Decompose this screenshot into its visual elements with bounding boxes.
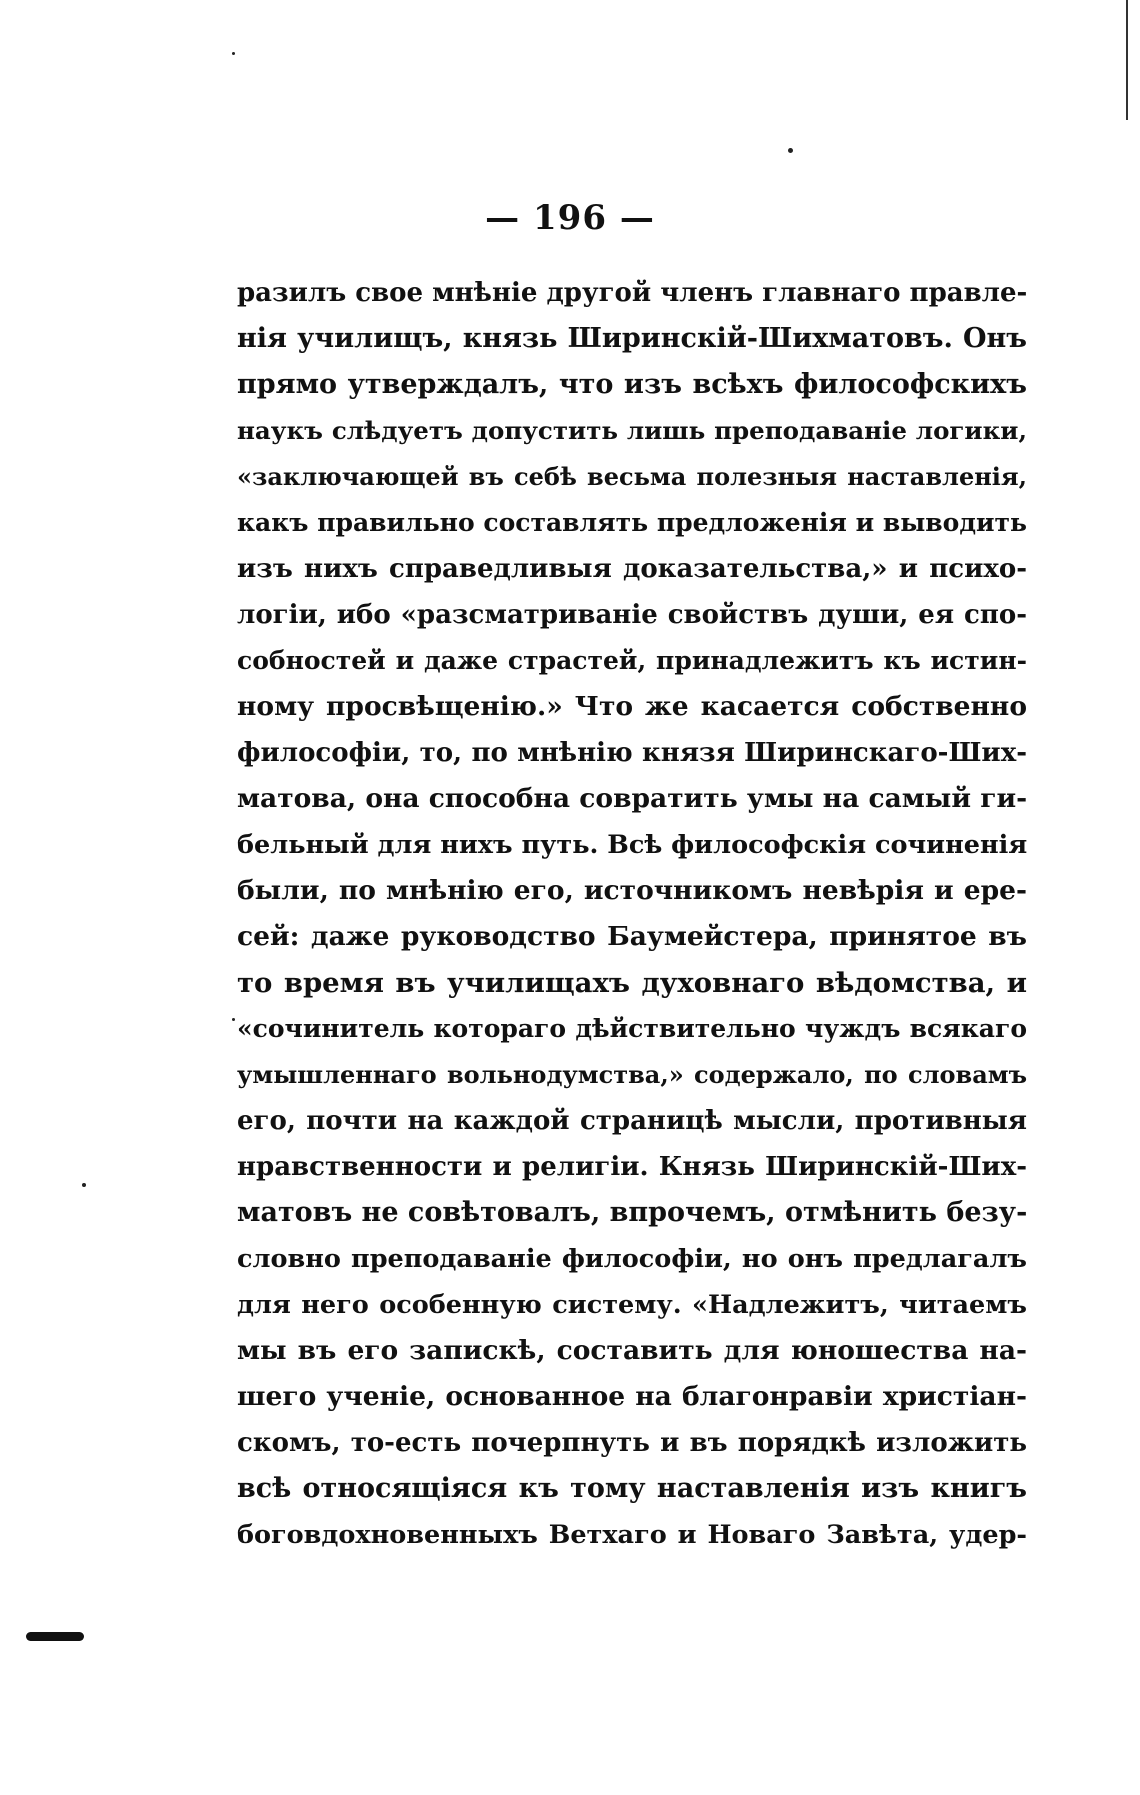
text-line: ному просвѣщенію.» Что же касается собственно bbox=[237, 691, 1027, 722]
text-line: матовъ не совѣтовалъ, впрочемъ, отмѣнить безу- bbox=[237, 1197, 1028, 1228]
text-line: философіи, то, по мнѣнію князя Ширинскаго-Ших- bbox=[237, 738, 1027, 768]
page-edge-line bbox=[1126, 0, 1128, 120]
text-line: изъ нихъ справедливыя доказательства,» и психо- bbox=[237, 554, 1027, 584]
text-line: словно преподаваніе философіи, но онъ предлагалъ bbox=[237, 1244, 1027, 1274]
text-line: его, почти на каждой страницѣ мысли, противныя bbox=[237, 1106, 1027, 1136]
text-line: нія училищъ, князь Ширинскій-Шихматовъ. Онъ bbox=[237, 323, 1027, 354]
ink-speck bbox=[232, 52, 235, 55]
text-line: наукъ слѣдуетъ допустить лишь преподаваніе логики, bbox=[237, 416, 1027, 445]
ink-speck bbox=[232, 1018, 235, 1021]
text-line: были, по мнѣнію его, источникомъ невѣрія и ере- bbox=[237, 875, 1027, 906]
text-line: боговдохновенныхъ Ветхаго и Новаго Завѣта, удер- bbox=[237, 1520, 1027, 1550]
text-line: «заключающей въ себѣ весьма полезныя наставленія, bbox=[237, 462, 1027, 491]
text-line: для него особенную систему. «Надлежитъ, читаемъ bbox=[237, 1290, 1027, 1320]
text-line: мы въ его запискѣ, составить для юношества на- bbox=[237, 1335, 1027, 1366]
text-line: нравственности и религіи. Князь Ширинскій-Ших- bbox=[237, 1152, 1027, 1182]
text-line: собностей и даже страстей, принадлежитъ къ истин- bbox=[237, 646, 1027, 675]
text-line: бельный для нихъ путь. Всѣ философскія сочиненія bbox=[237, 830, 1028, 860]
text-line: скомъ, то-есть почерпнуть и въ порядкѣ изложить bbox=[237, 1428, 1027, 1458]
text-line: всѣ относящіяся къ тому наставленія изъ книгъ bbox=[237, 1473, 1027, 1504]
text-line: логіи, ибо «разсматриваніе свойствъ души, ея спо- bbox=[237, 600, 1027, 630]
text-line: сей: даже руководство Баумейстера, принятое въ bbox=[237, 921, 1027, 952]
text-line: прямо утверждалъ, что изъ всѣхъ философскихъ bbox=[237, 369, 1027, 400]
text-line: шего ученіе, основанное на благонравіи христіан- bbox=[237, 1381, 1027, 1412]
text-line: «сочинитель котораго дѣйствительно чуждъ всякаго bbox=[237, 1014, 1027, 1043]
text-line: то время въ училищахъ духовнаго вѣдомства, и bbox=[237, 967, 1027, 999]
ink-speck bbox=[788, 148, 793, 153]
text-line: какъ правильно составлять предложенія и выводить bbox=[237, 508, 1027, 537]
text-line: умышленнаго вольнодумства,» содержало, по словамъ bbox=[237, 1060, 1027, 1089]
text-line: матова, она способна совратить умы на самый ги- bbox=[237, 783, 1028, 814]
page-number: — 196 — bbox=[485, 198, 655, 238]
ink-speck bbox=[82, 1183, 86, 1187]
text-line: разилъ свое мнѣніе другой членъ главнаго правле- bbox=[237, 278, 1028, 308]
body-text bbox=[237, 270, 1027, 1558]
margin-mark bbox=[26, 1632, 84, 1641]
